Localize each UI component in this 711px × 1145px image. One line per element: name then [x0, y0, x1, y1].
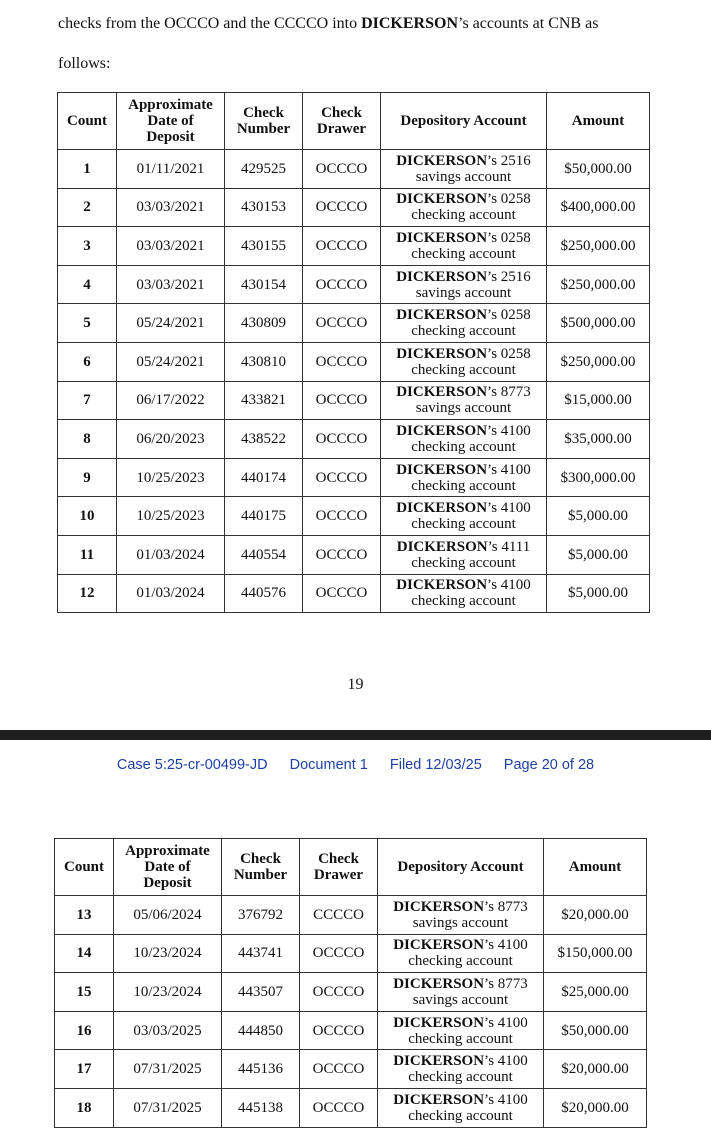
account-owner: DICKERSON [396, 229, 488, 246]
cell-depository-account [378, 1011, 544, 1050]
cell-date: 10/25/2023 [117, 458, 225, 497]
table-row [58, 381, 650, 420]
table-row [58, 265, 650, 304]
cell-count: 5 [58, 304, 117, 343]
intro-text-bold: DICKERSON [361, 15, 458, 32]
account-number: ’s 2516 [487, 268, 531, 285]
cell-date: 03/03/2021 [117, 188, 225, 227]
account-owner: DICKERSON [396, 307, 488, 324]
account-owner: DICKERSON [396, 152, 488, 169]
cell-check-drawer: OCCCO [300, 1088, 378, 1127]
cell-amount: $20,000.00 [544, 896, 647, 935]
cell-check-number: 443741 [222, 934, 300, 973]
cell-check-drawer: OCCCO [303, 304, 381, 343]
cell-count: 15 [55, 973, 114, 1012]
header-amount: Amount [547, 93, 650, 150]
account-type: savings account [415, 284, 512, 301]
cell-count: 17 [55, 1050, 114, 1089]
account-number: ’s 2516 [487, 152, 531, 169]
cell-depository-account [381, 265, 547, 304]
table-row [55, 896, 647, 935]
account-number: ’s 4100 [487, 461, 531, 478]
cell-count: 16 [55, 1011, 114, 1050]
cell-check-drawer: OCCCO [303, 497, 381, 536]
deposits-table-page-19 [57, 92, 650, 613]
account-type: checking account [411, 438, 516, 455]
cell-amount: $20,000.00 [544, 1050, 647, 1089]
cell-amount: $5,000.00 [547, 497, 650, 536]
account-type: checking account [411, 361, 516, 378]
cell-depository-account [378, 1050, 544, 1089]
account-type: checking account [411, 245, 516, 262]
cell-depository-account [381, 188, 547, 227]
header-count: Count [58, 93, 117, 150]
table-row [58, 188, 650, 227]
cell-count: 3 [58, 227, 117, 266]
cell-check-number: 440174 [225, 458, 303, 497]
page-divider [0, 730, 711, 740]
table-header-row [58, 93, 650, 150]
cell-date: 01/03/2024 [117, 574, 225, 613]
table-row [58, 342, 650, 381]
account-type: checking account [411, 516, 516, 533]
cell-check-drawer: OCCCO [300, 934, 378, 973]
cell-check-number: 429525 [225, 150, 303, 189]
cell-check-drawer: OCCCO [300, 1011, 378, 1050]
cell-count: 8 [58, 420, 117, 459]
cell-date: 01/11/2021 [117, 150, 225, 189]
cell-check-number: 430153 [225, 188, 303, 227]
cell-depository-account [381, 535, 547, 574]
cell-check-drawer: OCCCO [303, 188, 381, 227]
account-number: ’s 4100 [484, 1014, 528, 1031]
cell-check-number: 445136 [222, 1050, 300, 1089]
cell-date: 06/20/2023 [117, 420, 225, 459]
cell-amount: $5,000.00 [547, 574, 650, 613]
account-owner: DICKERSON [393, 1053, 485, 1070]
cell-check-number: 440576 [225, 574, 303, 613]
cell-check-number: 430809 [225, 304, 303, 343]
cell-check-drawer: OCCCO [303, 381, 381, 420]
cell-check-drawer: OCCCO [300, 1050, 378, 1089]
cell-date: 05/24/2021 [117, 342, 225, 381]
account-owner: DICKERSON [393, 1091, 485, 1108]
case-number: Case 5:25-cr-00499-JD [116, 757, 268, 773]
cell-depository-account [381, 574, 547, 613]
account-number: ’s 0258 [487, 229, 531, 246]
cell-amount: $35,000.00 [547, 420, 650, 459]
cell-depository-account [381, 150, 547, 189]
cell-count: 6 [58, 342, 117, 381]
cell-check-drawer: OCCCO [303, 265, 381, 304]
cell-amount: $300,000.00 [547, 458, 650, 497]
table-row [58, 420, 650, 459]
cell-amount: $500,000.00 [547, 304, 650, 343]
table-row [55, 973, 647, 1012]
table-header-row [55, 839, 647, 896]
header-depository-account: Depository Account [378, 839, 544, 896]
cell-check-drawer: OCCCO [303, 150, 381, 189]
account-number: ’s 0258 [487, 345, 531, 362]
cell-depository-account [381, 304, 547, 343]
cell-amount: $50,000.00 [544, 1011, 647, 1050]
cell-check-drawer: OCCCO [303, 458, 381, 497]
cell-amount: $250,000.00 [547, 227, 650, 266]
account-number: ’s 4111 [487, 538, 531, 555]
account-type: checking account [408, 953, 513, 970]
account-type: checking account [408, 1107, 513, 1124]
table-row [58, 535, 650, 574]
case-header [0, 757, 711, 773]
table-row [58, 497, 650, 536]
cell-check-number: 438522 [225, 420, 303, 459]
cell-date: 03/03/2021 [117, 265, 225, 304]
cell-check-drawer: OCCCO [300, 973, 378, 1012]
cell-date: 10/23/2024 [114, 973, 222, 1012]
cell-date: 05/24/2021 [117, 304, 225, 343]
cell-check-drawer: OCCCO [303, 227, 381, 266]
cell-date: 07/31/2025 [114, 1050, 222, 1089]
account-number: ’s 4100 [487, 422, 531, 439]
cell-depository-account [378, 934, 544, 973]
cell-date: 07/31/2025 [114, 1088, 222, 1127]
table-row [55, 934, 647, 973]
account-number: ’s 4100 [487, 500, 531, 517]
cell-depository-account [378, 896, 544, 935]
intro-text-prefix: checks from the OCCCO and the CCCCO into [58, 15, 362, 32]
cell-check-drawer: OCCCO [303, 535, 381, 574]
intro-line-2: follows: [58, 55, 111, 72]
deposits-table-page-20 [54, 838, 647, 1128]
cell-check-number: 440554 [225, 535, 303, 574]
cell-count: 11 [58, 535, 117, 574]
account-owner: DICKERSON [393, 937, 485, 954]
account-type: checking account [411, 323, 516, 340]
table-row [55, 1050, 647, 1089]
account-type: savings account [415, 168, 512, 185]
account-owner: DICKERSON [396, 268, 488, 285]
cell-depository-account [378, 1088, 544, 1127]
cell-count: 9 [58, 458, 117, 497]
account-owner: DICKERSON [396, 384, 488, 401]
cell-date: 01/03/2024 [117, 535, 225, 574]
cell-check-number: 443507 [222, 973, 300, 1012]
page-of-total: Page 20 of 28 [503, 757, 595, 773]
account-type: checking account [411, 477, 516, 494]
cell-amount: $15,000.00 [547, 381, 650, 420]
cell-date: 10/23/2024 [114, 934, 222, 973]
account-owner: DICKERSON [396, 422, 488, 439]
header-depository-account: Depository Account [381, 93, 547, 150]
account-number: ’s 4100 [487, 577, 531, 594]
cell-count: 10 [58, 497, 117, 536]
cell-check-number: 433821 [225, 381, 303, 420]
cell-count: 18 [55, 1088, 114, 1127]
table-row [58, 458, 650, 497]
account-owner: DICKERSON [396, 461, 488, 478]
account-type: savings account [415, 400, 512, 417]
header-check-number: Check Number [222, 839, 300, 896]
account-owner: DICKERSON [396, 577, 488, 594]
intro-line-1 [58, 15, 598, 33]
header-amount: Amount [544, 839, 647, 896]
account-number: ’s 0258 [487, 191, 531, 208]
account-number: ’s 8773 [484, 898, 528, 915]
cell-depository-account [381, 342, 547, 381]
cell-check-number: 445138 [222, 1088, 300, 1127]
cell-depository-account [381, 420, 547, 459]
account-owner: DICKERSON [393, 975, 485, 992]
cell-date: 03/03/2025 [114, 1011, 222, 1050]
cell-date: 03/03/2021 [117, 227, 225, 266]
table-row [58, 150, 650, 189]
table-row [55, 1011, 647, 1050]
account-number: ’s 4100 [484, 1053, 528, 1070]
page-20 [0, 740, 711, 1145]
cell-depository-account [381, 227, 547, 266]
cell-count: 14 [55, 934, 114, 973]
cell-amount: $20,000.00 [544, 1088, 647, 1127]
cell-check-number: 430155 [225, 227, 303, 266]
intro-text-suffix: ’s accounts at CNB as [458, 15, 599, 32]
account-owner: DICKERSON [396, 345, 488, 362]
cell-amount: $400,000.00 [547, 188, 650, 227]
table-row [58, 304, 650, 343]
cell-count: 7 [58, 381, 117, 420]
header-check-drawer: Check Drawer [300, 839, 378, 896]
table-row [58, 227, 650, 266]
filed-date: Filed 12/03/25 [389, 757, 482, 773]
account-owner: DICKERSON [396, 191, 488, 208]
account-number: ’s 0258 [487, 307, 531, 324]
account-type: savings account [412, 914, 509, 931]
cell-check-drawer: OCCCO [303, 574, 381, 613]
cell-depository-account [378, 973, 544, 1012]
cell-check-number: 444850 [222, 1011, 300, 1050]
document-number: Document 1 [289, 757, 368, 773]
cell-amount: $50,000.00 [547, 150, 650, 189]
table-row [58, 574, 650, 613]
cell-amount: $250,000.00 [547, 265, 650, 304]
cell-check-number: 430810 [225, 342, 303, 381]
header-date: Approximate Date of Deposit [114, 839, 222, 896]
account-owner: DICKERSON [393, 898, 485, 915]
cell-date: 05/06/2024 [114, 896, 222, 935]
cell-check-number: 430154 [225, 265, 303, 304]
account-type: checking account [411, 207, 516, 224]
cell-count: 12 [58, 574, 117, 613]
cell-count: 1 [58, 150, 117, 189]
cell-check-number: 440175 [225, 497, 303, 536]
cell-amount: $150,000.00 [544, 934, 647, 973]
account-number: ’s 8773 [484, 975, 528, 992]
account-owner: DICKERSON [396, 500, 488, 517]
account-type: checking account [411, 593, 516, 610]
account-owner: DICKERSON [396, 538, 488, 555]
page-number: 19 [347, 676, 364, 693]
cell-date: 06/17/2022 [117, 381, 225, 420]
cell-count: 2 [58, 188, 117, 227]
table-row [55, 1088, 647, 1127]
cell-check-number: 376792 [222, 896, 300, 935]
header-count: Count [55, 839, 114, 896]
account-type: checking account [408, 1030, 513, 1047]
cell-check-drawer: OCCCO [303, 420, 381, 459]
cell-check-drawer: OCCCO [303, 342, 381, 381]
account-type: checking account [408, 1069, 513, 1086]
header-date: Approximate Date of Deposit [117, 93, 225, 150]
cell-amount: $25,000.00 [544, 973, 647, 1012]
cell-amount: $5,000.00 [547, 535, 650, 574]
cell-depository-account [381, 497, 547, 536]
account-number: ’s 4100 [484, 937, 528, 954]
cell-date: 10/25/2023 [117, 497, 225, 536]
account-number: ’s 4100 [484, 1091, 528, 1108]
cell-count: 4 [58, 265, 117, 304]
cell-amount: $250,000.00 [547, 342, 650, 381]
cell-check-drawer: CCCCO [300, 896, 378, 935]
header-check-drawer: Check Drawer [303, 93, 381, 150]
account-number: ’s 8773 [487, 384, 531, 401]
account-owner: DICKERSON [393, 1014, 485, 1031]
account-type: savings account [412, 991, 509, 1008]
account-type: checking account [411, 554, 516, 571]
header-check-number: Check Number [225, 93, 303, 150]
cell-depository-account [381, 458, 547, 497]
cell-depository-account [381, 381, 547, 420]
cell-count: 13 [55, 896, 114, 935]
